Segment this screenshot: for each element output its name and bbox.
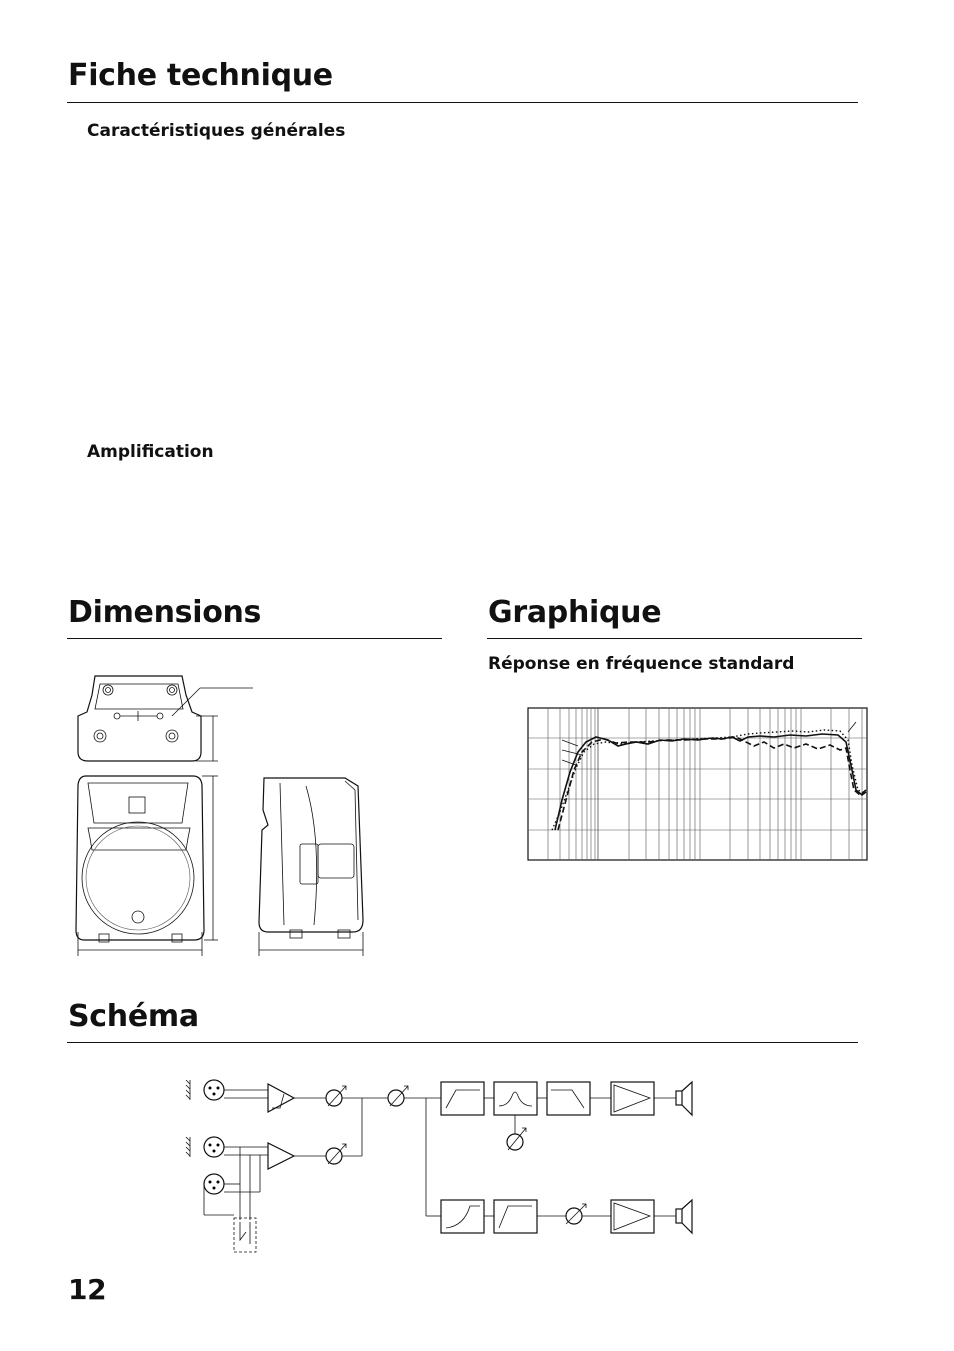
- frequency-response-heading: Réponse en fréquence standard: [488, 654, 795, 674]
- page-number: 12: [68, 1273, 107, 1306]
- amplification-heading: Amplification: [87, 442, 214, 462]
- fiche-technique-title: Fiche technique: [68, 58, 333, 93]
- dimensions-title: Dimensions: [68, 595, 262, 630]
- schema-title: Schéma: [68, 999, 199, 1034]
- general-characteristics-heading: Caractéristiques générales: [87, 121, 346, 141]
- graphique-title: Graphique: [488, 595, 662, 630]
